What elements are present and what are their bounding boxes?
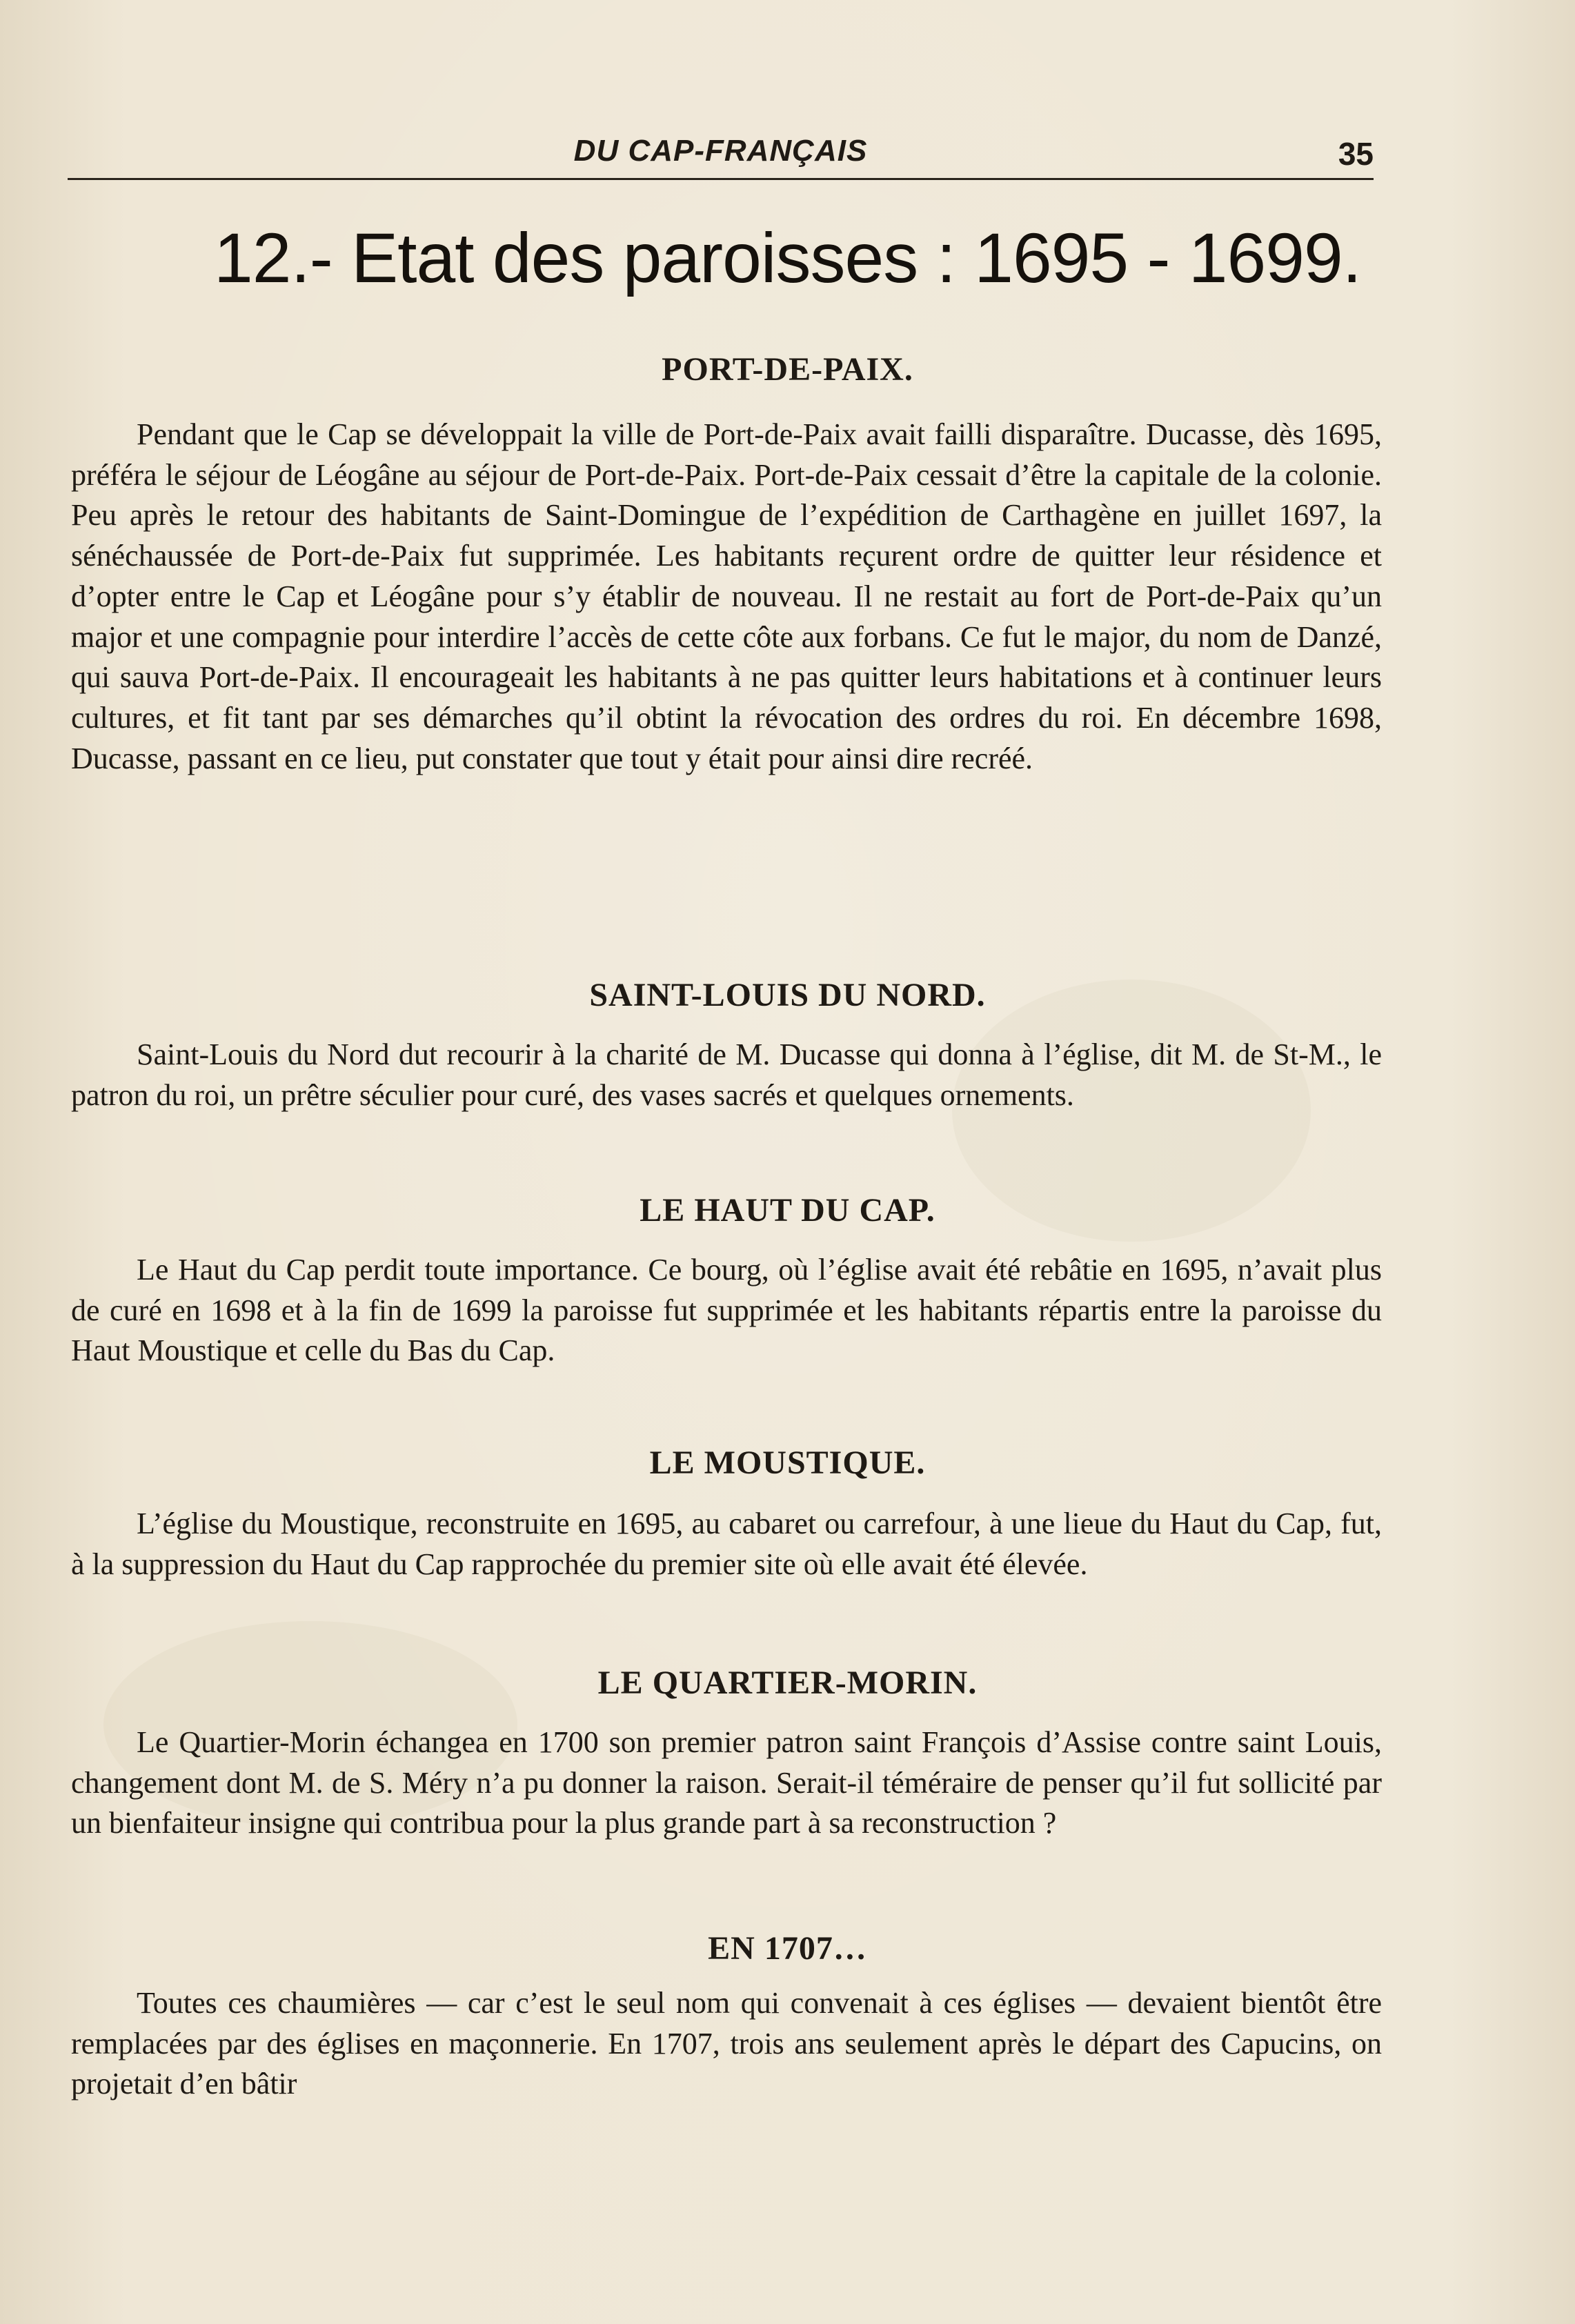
section-heading-le-moustique: LE MOUSTIQUE. — [649, 1444, 926, 1481]
section-heading-port-de-paix: PORT-DE-PAIX. — [662, 351, 913, 388]
running-head — [68, 130, 1374, 180]
chapter-title: 12.- Etat des paroisses : 1695 - 1699. — [213, 219, 1362, 297]
section-heading-le-haut-du-cap: LE HAUT DU CAP. — [640, 1192, 935, 1229]
section-text-le-haut-du-cap: Le Haut du Cap perdit toute importance. Ce bourg, où l’église avait été rebâtie en 1695, n’avait plus de curé en 1698 et à la fin de 1699 la paroisse fut supprimée et les habitants répartis entre la paroisse du Haut Moustique et celle du Bas du Cap. — [71, 1253, 1382, 1368]
running-title: DU CAP-FRANÇAIS — [573, 134, 868, 168]
section-text-le-moustique: L’église du Moustique, reconstruite en 1695, au cabaret ou carrefour, à une lieue du Haut du Cap, fut, à la suppression du Haut du Cap rapprochée du premier site où elle avait été élevée. — [71, 1507, 1382, 1581]
section-heading-saint-louis-du-nord: SAINT-LOUIS DU NORD. — [589, 977, 986, 1013]
section-heading-en-1707: EN 1707… — [708, 1930, 867, 1967]
section-text-en-1707: Toutes ces chaumières — car c’est le seul nom qui convenait à ces églises — devaient bientôt être remplacées par des églises en maçonnerie. En 1707, trois ans seulement après le départ des Capucins, on projetait d’en bâtir — [71, 1986, 1382, 2101]
section-text-saint-louis-du-nord: Saint-Louis du Nord dut recourir à la charité de M. Ducasse qui donna à l’église, dit M. de St-M., le patron du roi, un prêtre séculier pour curé, des vases sacrés et quelques ornements. — [71, 1037, 1382, 1112]
page-number: 35 — [1338, 136, 1374, 172]
section-text-le-quartier-morin: Le Quartier-Morin échangea en 1700 son premier patron saint François d’Assise contre saint Louis, changement dont M. de S. Méry n’a pu donner la raison. Serait-il téméraire de penser qu’il fut sollicité par un bienfaiteur insigne qui contribua pour la plus grande part à sa reconstruction ? — [71, 1725, 1382, 1840]
section-text-port-de-paix: Pendant que le Cap se développait la ville de Port-de-Paix avait failli disparaître. Ducasse, dès 1695, préféra le séjour de Léogâne au séjour de Port-de-Paix. Port-de-Paix cessait d’être la capitale de la colonie. Peu après le retour des habitants de Saint-Domingue de l’expédition de Carthagène en juillet 1697, la sénéchaussée de Port-de-Paix fut supprimée. Les habitants reçurent ordre de quitter leur résidence et d’opter entre le Cap et Léogâne pour s’y établir de nouveau. Il ne restait au fort de Port-de-Paix qu’un major et une compagnie pour interdire l’accès de cette côte aux forbans. Ce fut le major, du nom de Danzé, qui sauva Port-de-Paix. Il encourageait les habitants à ne pas quitter leurs habitations et à continuer leurs cultures, et fit tant par ses démarches qu’il obtint la révocation des ordres du roi. En décembre 1698, Ducasse, passant en ce lieu, put constater que tout y était pour ainsi dire recréé. — [71, 417, 1382, 775]
section-heading-le-quartier-morin: LE QUARTIER-MORIN. — [597, 1665, 978, 1701]
